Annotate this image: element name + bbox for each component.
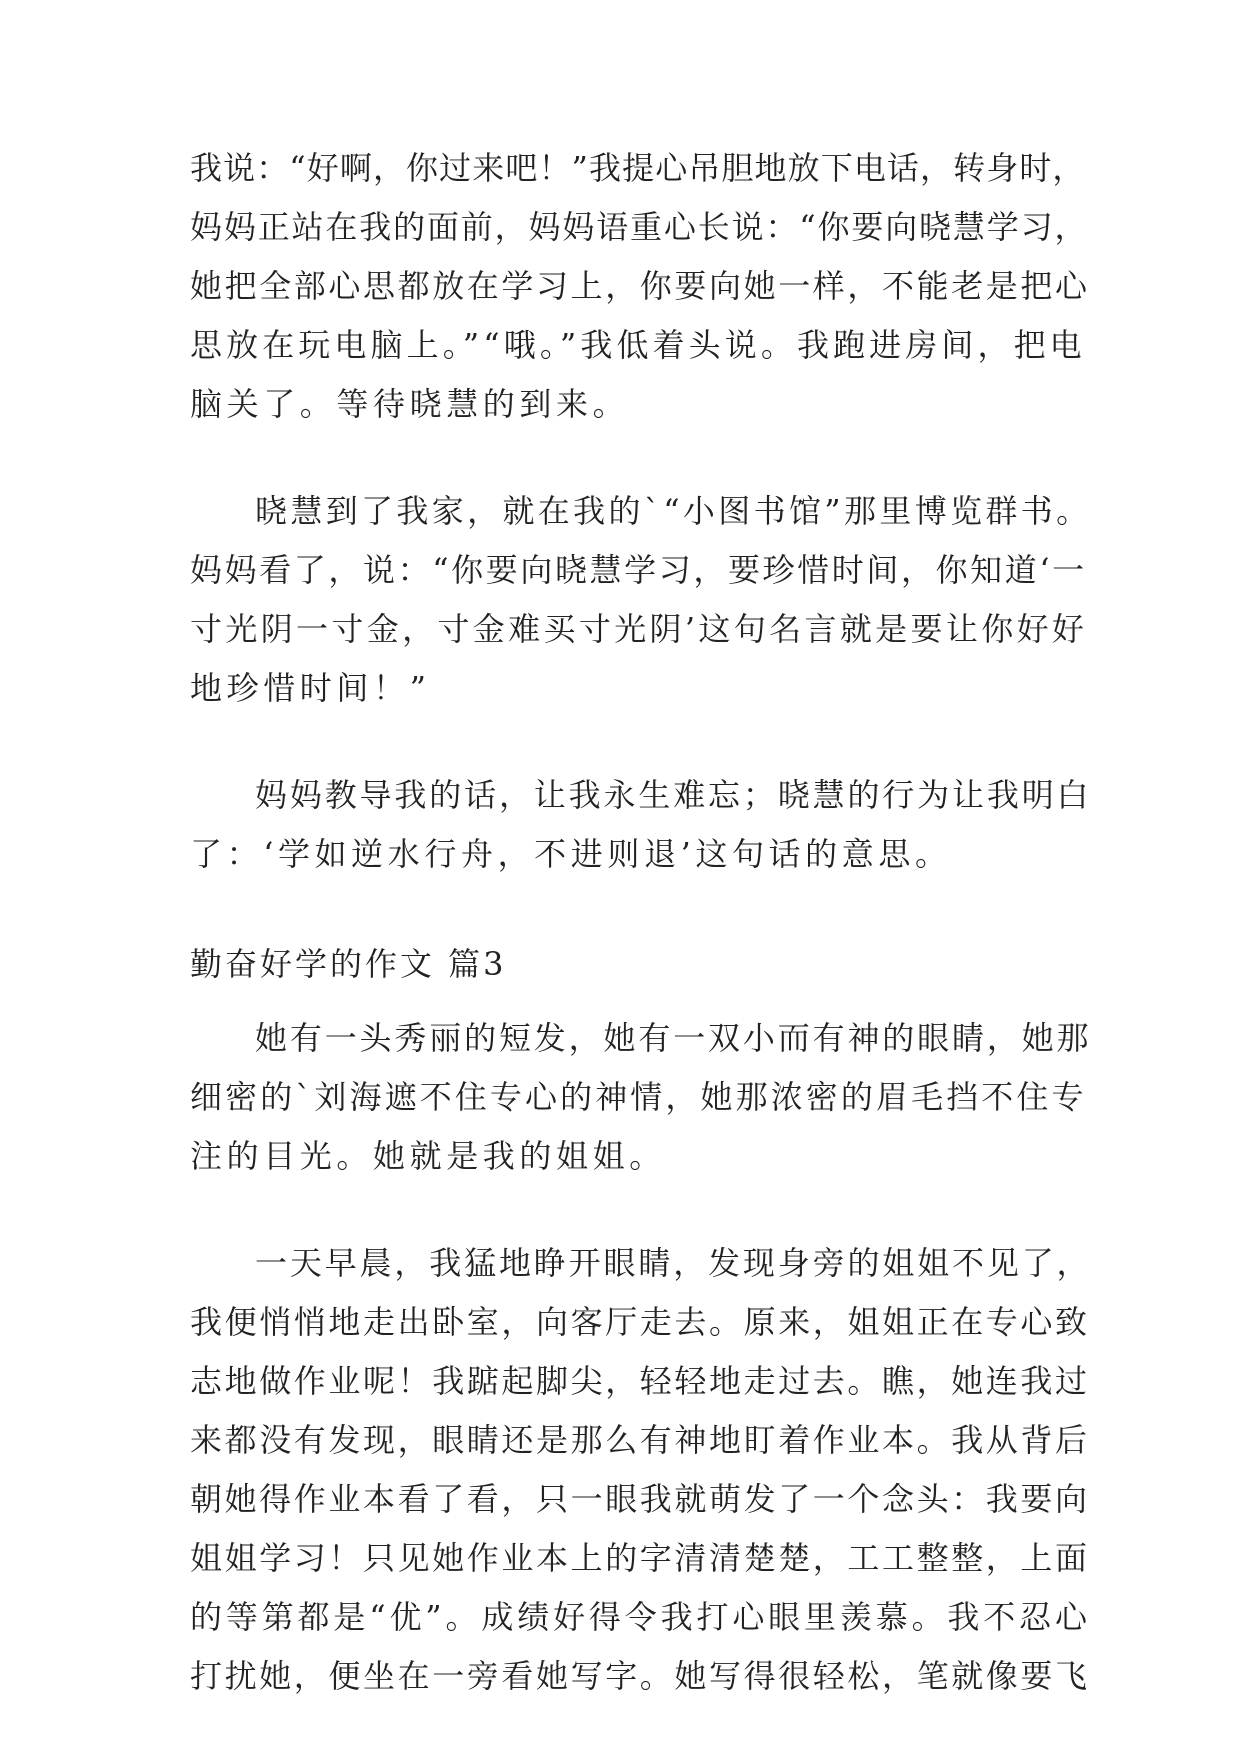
section-heading: 勤奋好学的作文 篇3 (190, 945, 507, 983)
text-line: 我便悄悄地走出卧室，向客厅走去。原来，姐姐正在专心致 (190, 1303, 1090, 1341)
paragraph-first-line: 晓慧到了我家，就在我的`“小图书馆”那里博览群书。 (255, 492, 1092, 530)
text-line: 脑关了。等待晓慧的到来。 (190, 385, 630, 423)
text-line: 思放在玩电脑上。”“哦。”我低着头说。我跑进房间，把电 (190, 326, 1086, 364)
text-line: 的等第都是“优”。成绩好得令我打心眼里羡慕。我不忍心 (190, 1598, 1091, 1636)
paragraph-first-line: 妈妈教导我的话，让我永生难忘；晓慧的行为让我明白 (255, 776, 1092, 814)
text-line: 地珍惜时间！” (190, 669, 431, 707)
text-line: 姐姐学习！只见她作业本上的字清清楚楚，工工整整，上面 (190, 1539, 1090, 1577)
text-line: 注的目光。她就是我的姐姐。 (190, 1137, 666, 1175)
text-line: 来都没有发现，眼睛还是那么有神地盯着作业本。我从背后 (190, 1421, 1090, 1459)
text-line: 她把全部心思都放在学习上，你要向她一样，不能老是把心 (190, 267, 1090, 305)
text-line: 我说：“好啊，你过来吧！”我提心吊胆地放下电话，转身时， (190, 149, 1086, 187)
text-line: 妈妈正站在我的面前，妈妈语重心长说：“你要向晓慧学习， (190, 208, 1089, 246)
text-line: 志地做作业呢！我踮起脚尖，轻轻地走过去。瞧，她连我过 (190, 1362, 1090, 1400)
text-line: 寸光阴一寸金，寸金难买寸光阴’这句名言就是要让你好好 (190, 610, 1088, 648)
text-line: 朝她得作业本看了看，只一眼我就萌发了一个念头：我要向 (190, 1480, 1090, 1518)
text-line: 打扰她，便坐在一旁看她写字。她写得很轻松，笔就像要飞 (190, 1657, 1090, 1695)
paragraph-first-line: 她有一头秀丽的短发，她有一双小而有神的眼睛，她那 (255, 1019, 1092, 1057)
text-line: 了：‘学如逆水行舟，不进则退’这句话的意思。 (190, 835, 952, 873)
text-line: 妈妈看了，说：“你要向晓慧学习，要珍惜时间，你知道‘一 (190, 551, 1087, 589)
text-line: 细密的`刘海遮不住专心的神情，她那浓密的眉毛挡不住专 (190, 1078, 1087, 1116)
paragraph-first-line: 一天早晨，我猛地睁开眼睛，发现身旁的姐姐不见了， (255, 1244, 1092, 1282)
